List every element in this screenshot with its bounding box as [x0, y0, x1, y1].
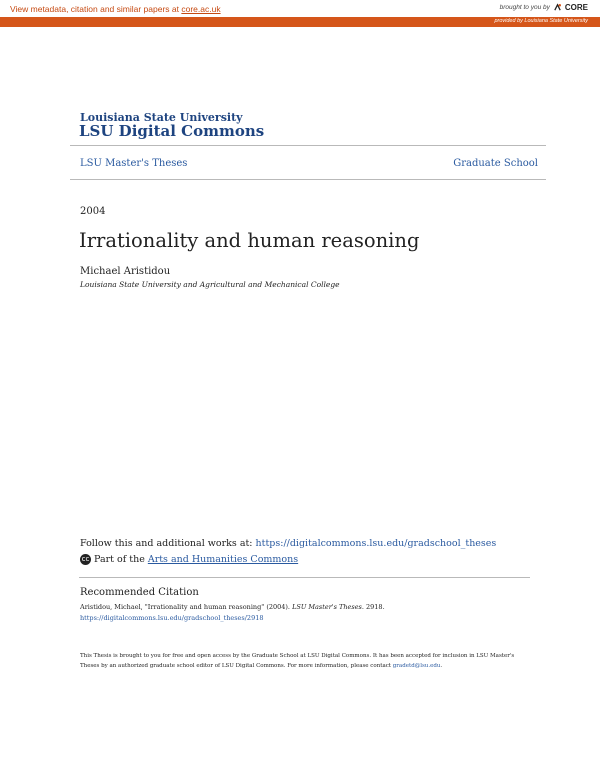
repository-name[interactable]: LSU Digital Commons: [79, 122, 265, 140]
part-of-line: [80, 554, 298, 565]
header-divider-top: [70, 145, 546, 146]
paper-title: Irrationality and human reasoning: [79, 229, 420, 252]
brought-by-text: brought to you by: [499, 4, 550, 11]
core-logo-icon: [553, 3, 562, 12]
citation-heading: Recommended Citation: [80, 587, 199, 598]
publication-year: 2004: [80, 206, 106, 217]
notice-text: This Thesis is brought to you for free and open access by the Graduate School at LSU Digital Commons. It has been accepted for inclusion in LSU Master's Theses by an authorized graduate school editor of LSU Digital Commons. For more information, please contact: [80, 653, 515, 669]
core-logo-text: CORE: [564, 3, 588, 12]
citation-url-link[interactable]: https://digitalcommons.lsu.edu/gradschool_theses/2918: [80, 614, 264, 622]
author-name[interactable]: Michael Aristidou: [80, 266, 171, 277]
core-provided-by[interactable]: provided by Louisiana State University: [494, 18, 588, 24]
author-affiliation: Louisiana State University and Agricultural and Mechanical College: [80, 280, 340, 289]
citation-series: LSU Master's Theses: [292, 603, 362, 611]
access-notice: [80, 651, 520, 671]
nav-link-masters-theses[interactable]: LSU Master's Theses: [80, 158, 188, 169]
contact-email-link[interactable]: gradetd@lsu.edu: [392, 663, 441, 669]
core-link-prefix: View metadata, citation and similar papers at: [10, 4, 182, 14]
citation-divider: [79, 577, 530, 578]
follow-line: [80, 538, 496, 549]
header-divider-bottom: [70, 179, 546, 180]
follow-url-link[interactable]: https://digitalcommons.lsu.edu/gradschool_theses: [255, 538, 497, 549]
citation-text: [80, 603, 385, 611]
core-link-anchor[interactable]: core.ac.uk: [181, 4, 221, 14]
core-metadata-link[interactable]: [10, 4, 221, 14]
core-brought-by[interactable]: [500, 3, 588, 12]
arts-humanities-link[interactable]: Arts and Humanities Commons: [147, 554, 299, 565]
institution-name[interactable]: Louisiana State University: [80, 111, 243, 124]
part-of-prefix: Part of the: [94, 554, 145, 565]
notice-end: .: [440, 663, 443, 669]
creative-commons-icon: cc: [81, 555, 90, 563]
citation-end: . 2918.: [361, 603, 385, 611]
follow-prefix: Follow this and additional works at:: [80, 538, 256, 549]
citation-plain: Aristidou, Michael, "Irrationality and human reasoning" (2004).: [80, 603, 293, 611]
nav-link-graduate-school[interactable]: Graduate School: [453, 158, 538, 169]
